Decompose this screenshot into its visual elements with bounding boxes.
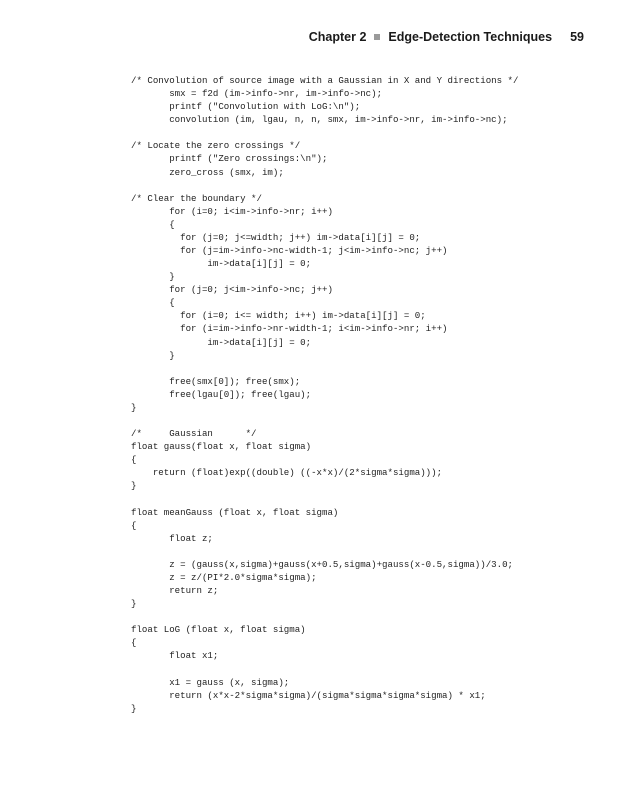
code-line: float meanGauss (float x, float sigma) <box>131 506 339 518</box>
code-line: } <box>131 702 137 714</box>
code-line: printf ("Zero crossings:\n"); <box>131 153 328 165</box>
code-line: for (j=0; j<im->info->nc; j++) <box>131 284 333 296</box>
code-line: { <box>131 297 175 309</box>
code-listing <box>131 74 518 715</box>
code-line: } <box>131 349 175 361</box>
code-line: float x1; <box>131 650 219 662</box>
code-line: float LoG (float x, float sigma) <box>131 624 306 636</box>
code-line: for (j=0; j<=width; j++) im->data[i][j] = 0; <box>131 231 421 243</box>
code-line: /* Gaussian */ <box>131 428 257 440</box>
code-line: return (float)exp((double) ((-x*x)/(2*sigma*sigma))); <box>131 467 443 479</box>
separator-square-icon <box>374 34 380 40</box>
code-line: z = (gauss(x,sigma)+gauss(x+0.5,sigma)+gauss(x-0.5,sigma))/3.0; <box>131 558 513 570</box>
code-line <box>131 610 518 623</box>
code-line: im->data[i][j] = 0; <box>131 336 312 348</box>
code-line <box>131 493 518 506</box>
chapter-title: Edge-Detection Techniques <box>388 30 553 44</box>
code-line: for (i=im->info->nr-width-1; i<im->info->nr; i++) <box>131 323 448 335</box>
code-line: free(smx[0]); free(smx); <box>131 375 301 387</box>
code-line: free(lgau[0]); free(lgau); <box>131 388 312 400</box>
code-line <box>131 126 518 139</box>
code-line: convolution (im, lgau, n, n, smx, im->info->nr, im->info->nc); <box>131 114 508 126</box>
code-line: } <box>131 480 137 492</box>
code-line <box>131 663 518 676</box>
code-line: float gauss(float x, float sigma) <box>131 441 312 453</box>
code-line: im->data[i][j] = 0; <box>131 258 312 270</box>
code-line: float z; <box>131 532 213 544</box>
code-line <box>131 362 518 375</box>
code-line: printf ("Convolution with LoG:\n"); <box>131 101 361 113</box>
code-line <box>131 414 518 427</box>
code-line: for (j=im->info->nc-width-1; j<im->info->nc; j++) <box>131 245 448 257</box>
code-line: for (i=0; i<= width; i++) im->data[i][j] = 0; <box>131 310 426 322</box>
code-line: { <box>131 454 137 466</box>
code-line: } <box>131 598 137 610</box>
code-line: } <box>131 401 137 413</box>
code-line: smx = f2d (im->info->nr, im->info->nc); <box>131 88 383 100</box>
page-number: 59 <box>570 30 584 44</box>
code-line: { <box>131 218 175 230</box>
chapter-label: Chapter 2 <box>308 30 367 44</box>
running-head <box>309 30 584 44</box>
code-line: for (i=0; i<im->info->nr; i++) <box>131 205 333 217</box>
code-line: { <box>131 519 137 531</box>
code-line: /* Locate the zero crossings */ <box>131 140 301 152</box>
code-line <box>131 179 518 192</box>
code-line <box>131 545 518 558</box>
code-line: /* Convolution of source image with a Gaussian in X and Y directions */ <box>131 75 519 86</box>
code-line: return z; <box>131 585 219 597</box>
code-line: z = z/(PI*2.0*sigma*sigma); <box>131 571 317 583</box>
code-line: } <box>131 271 175 283</box>
code-line: x1 = gauss (x, sigma); <box>131 676 290 688</box>
code-line: /* Clear the boundary */ <box>131 192 262 204</box>
code-line: zero_cross (smx, im); <box>131 166 284 178</box>
code-line: return (x*x-2*sigma*sigma)/(sigma*sigma*sigma*sigma) * x1; <box>131 689 486 701</box>
code-line: { <box>131 637 137 649</box>
